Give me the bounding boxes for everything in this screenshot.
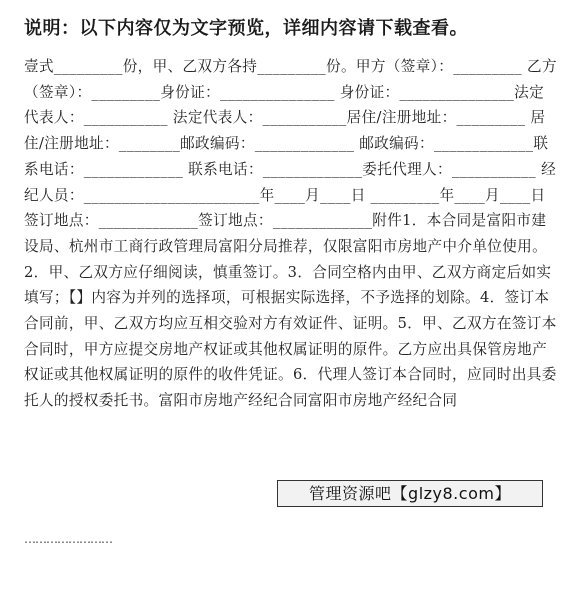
preview-notice: 说明：以下内容仅为文字预览，详细内容请下载查看。	[24, 18, 468, 39]
site-watermark-badge: 管理资源吧【glzy8.com】	[277, 480, 543, 507]
continuation-ellipsis: ……………………	[24, 532, 112, 546]
contract-body-text: 壹式_________份，甲、乙双方各持_________份。甲方（签章）：_________ 乙方（签章）：_________身份证：_______________ 身份证：_______________法定代表人：___________ 法定代表人：___________居住/注册地址：_________ 居住/注册地址：________邮政编码：_____________ 邮政编码：_____________联系电话：_____________ 联系电话：_____________委托代理人：___________ 经纪人员：_______________________年____月____日 _________年____月____日签订地点：_____________签订地点：_____________附件1．本合同是富阳市建设局、杭州市工商行政管理局富阳分局推荐，仅限富阳市房地产中介单位使用。2．甲、乙双方应仔细阅读，慎重签订。3．合同空格内由甲、乙双方商定后如实填写；【】内容为并列的选择项，可根据实际选择，不予选择的划除。4．签订本合同前，甲、乙双方均应互相交验对方有效证件、证明。5．甲、乙双方在签订本合同时，甲方应提交房地产权证或其他权属证明的原件。乙方应出具保管房地产权证或其他权属证明的原件的收件凭证。6．代理人签订本合同时，应同时出具委托人的授权委托书。富阳市房地产经纪合同富阳市房地产经纪合同	[24, 58, 557, 410]
